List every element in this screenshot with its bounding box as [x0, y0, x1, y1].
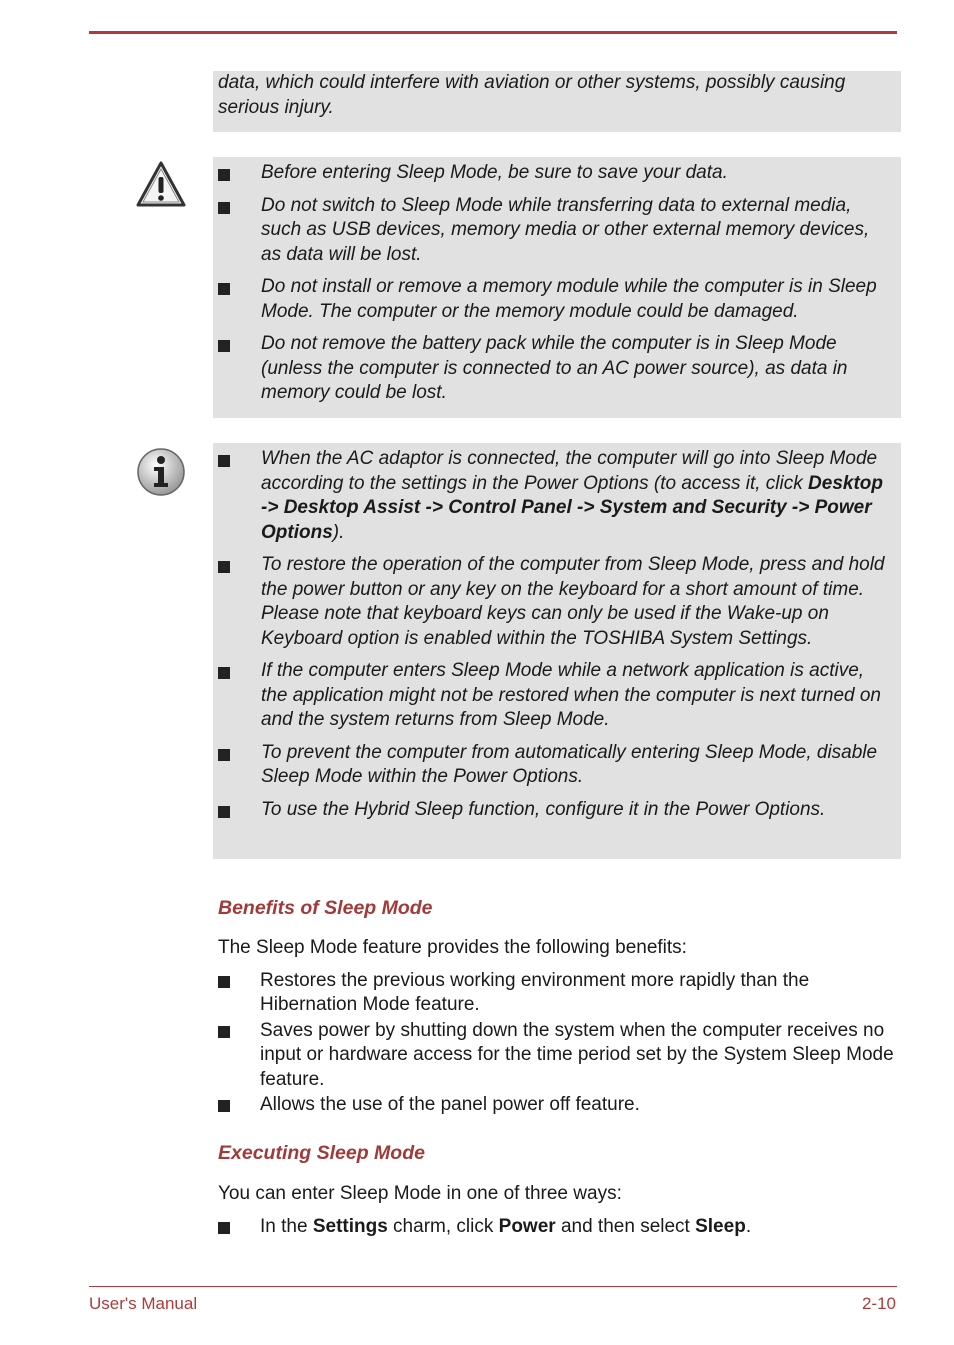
page-number: 2-10	[861, 1294, 896, 1313]
bullet-icon	[218, 283, 230, 295]
list-item: Do not remove the battery pack while the computer is in Sleep Mode (unless the computer is connected to an AC power source), as data in memory could be lost.	[213, 332, 901, 406]
list-item: Allows the use of the panel power off feature.	[218, 1093, 898, 1118]
list-item: In the Settings charm, click Power and then select Sleep.	[218, 1215, 898, 1240]
bullet-icon	[218, 455, 230, 467]
list-item: When the AC adaptor is connected, the computer will go into Sleep Mode according to the settings in the Power Options (to access it, click Desktop -> Desktop Assist -> Control Panel -> System and Security -> Power Options).	[213, 447, 901, 545]
bullet-icon	[218, 976, 230, 988]
info-note	[213, 443, 901, 859]
bullet-icon	[218, 749, 230, 761]
executing-body	[218, 1182, 898, 1240]
warning-icon	[136, 160, 186, 210]
list-item: Restores the previous working environment more rapidly than the Hibernation Mode feature.	[218, 969, 898, 1018]
benefits-body	[218, 936, 898, 1119]
info-icon	[136, 447, 186, 497]
list-item: To use the Hybrid Sleep function, configure it in the Power Options.	[213, 798, 901, 823]
executing-intro: You can enter Sleep Mode in one of three ways:	[218, 1183, 622, 1204]
bullet-icon	[218, 1222, 230, 1234]
list-item: Before entering Sleep Mode, be sure to save your data.	[213, 161, 901, 186]
benefits-intro: The Sleep Mode feature provides the following benefits:	[218, 937, 687, 958]
footer-title: User's Manual	[89, 1294, 198, 1313]
continued-note-text: data, which could interfere with aviation or other systems, possibly causing serious injury.	[218, 72, 846, 118]
caution-note	[213, 157, 901, 418]
bullet-icon	[218, 202, 230, 214]
continued-note	[213, 71, 901, 132]
bullet-icon	[218, 169, 230, 181]
bullet-icon	[218, 1026, 230, 1038]
list-item: If the computer enters Sleep Mode while a network application is active, the application might not be restored when the computer is next turned on and the system returns from Sleep Mode.	[213, 659, 901, 733]
list-item: Saves power by shutting down the system when the computer receives no input or hardware access for the time period set by the System Sleep Mode feature.	[218, 1019, 898, 1093]
bullet-icon	[218, 340, 230, 352]
bullet-icon	[218, 667, 230, 679]
list-item: To restore the operation of the computer from Sleep Mode, press and hold the power button or any key on the keyboard for a short amount of time. Please note that keyboard keys can only be used if the Wake-up on Keyboard option is enabled within the TOSHIBA System Settings.	[213, 553, 901, 651]
list-item: Do not switch to Sleep Mode while transferring data to external media, such as USB devices, memory media or other external memory devices, as data will be lost.	[213, 194, 901, 268]
bullet-icon	[218, 561, 230, 573]
bullet-icon	[218, 1100, 230, 1112]
header-rule	[89, 31, 897, 34]
menu-path: Desktop -> Desktop Assist -> Control Panel -> System and Security -> Power Options	[261, 472, 883, 543]
bullet-icon	[218, 806, 230, 818]
list-item: To prevent the computer from automatically entering Sleep Mode, disable Sleep Mode within the Power Options.	[213, 741, 901, 790]
footer-rule	[89, 1286, 897, 1287]
section-heading-executing: Executing Sleep Mode	[218, 1142, 425, 1164]
section-heading-benefits: Benefits of Sleep Mode	[218, 897, 433, 919]
list-item: Do not install or remove a memory module while the computer is in Sleep Mode. The computer or the memory module could be damaged.	[213, 275, 901, 324]
